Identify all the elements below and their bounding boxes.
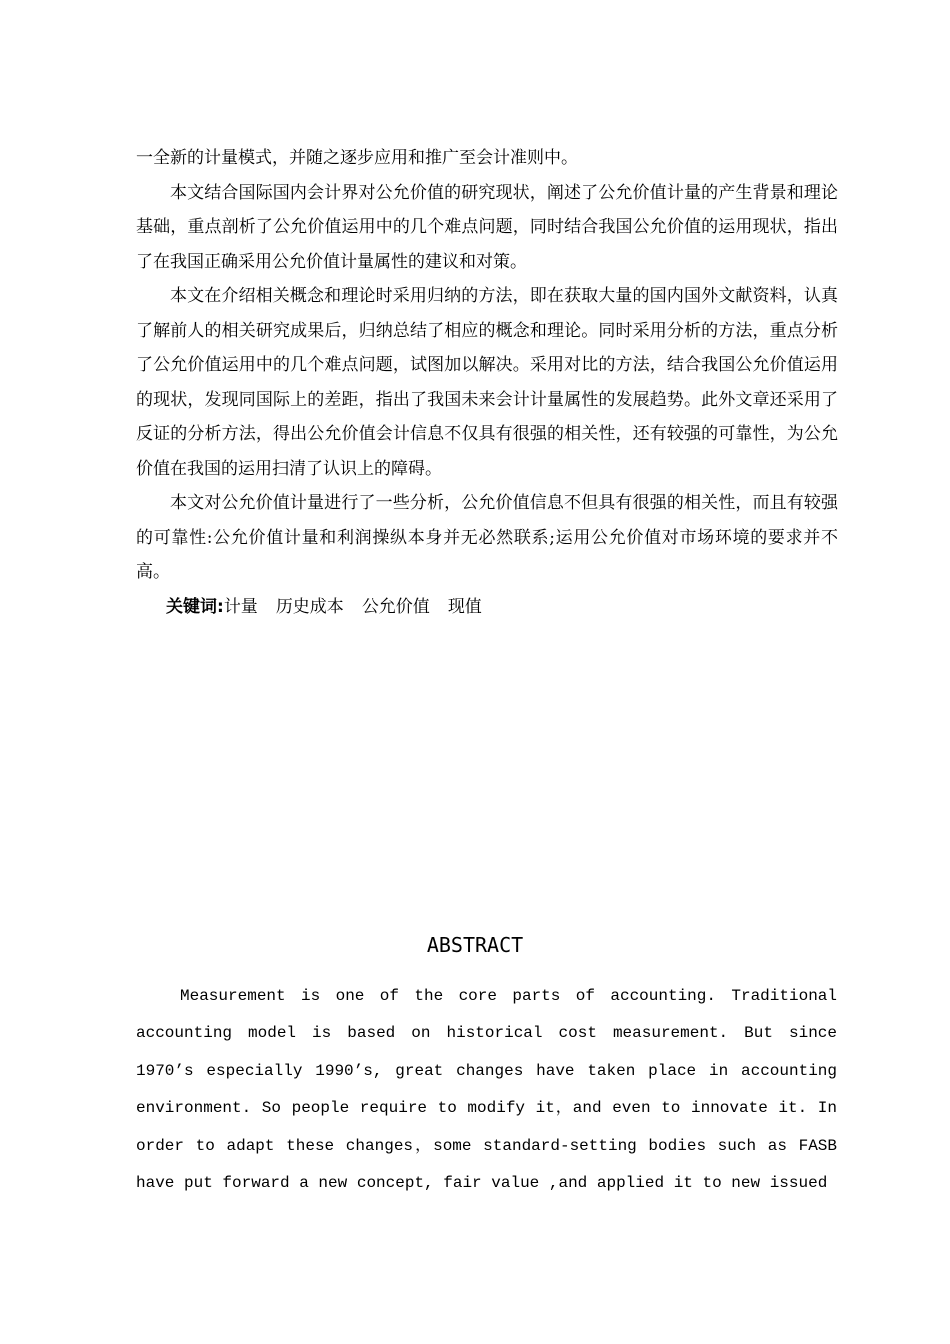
- chinese-abstract: [136, 141, 838, 624]
- keywords-line: [136, 590, 838, 625]
- english-abstract-title: ABSTRACT: [426, 933, 524, 957]
- abstract-paragraph: 本文结合国际国内会计界对公允价值的研究现状，阐述了公允价值计量的产生背景和理论基础，重点剖析了公允价值运用中的几个难点问题，同时结合我国公允价值的运用现状，指出了在我国正确采用公允价值计量属性的建议和对策。: [136, 182, 838, 272]
- keyword: 现值: [447, 596, 482, 617]
- english-abstract-paragraph: Measurement is one of the core parts of accounting. Traditional accounting model is based on historical cost measurement. But since 1970’s especially 1990’s, great changes have taken place in accounting environment. So people require to modify it，and even to innovate it. In order to adapt these changes，some standard-setting bodies such as FASB have put forward a new concept, fair value ,and applied it to new issued: [136, 987, 837, 1193]
- abstract-paragraph: 本文对公允价值计量进行了一些分析，公允价值信息不但具有很强的相关性，而且有较强的可靠性:公允价值计量和利润操纵本身并无必然联系;运用公允价值对市场环境的要求并不高。: [136, 493, 838, 582]
- keywords-label: 关键词:: [166, 596, 224, 617]
- keyword: 历史成本: [275, 596, 344, 617]
- keyword: 计量: [223, 596, 258, 617]
- abstract-paragraph: 本文在介绍相关概念和理论时采用归纳的方法，即在获取大量的国内国外文献资料，认真了解前人的相关研究成果后，归纳总结了相应的概念和理论。同时采用分析的方法，重点分析了公允价值运用中的几个难点问题，试图加以解决。采用对比的方法，结合我国公允价值运用的现状，发现同国际上的差距，指出了我国未来会计计量属性的发展趋势。此外文章还采用了反证的分析方法，得出公允价值会计信息不仅具有很强的相关性，还有较强的可靠性，为公允价值在我国的运用扫清了认识上的障碍。: [136, 286, 838, 479]
- abstract-paragraph-continued: 一全新的计量模式，并随之逐步应用和推广至会计准则中。: [136, 148, 578, 168]
- keyword: 公允价值: [361, 596, 430, 617]
